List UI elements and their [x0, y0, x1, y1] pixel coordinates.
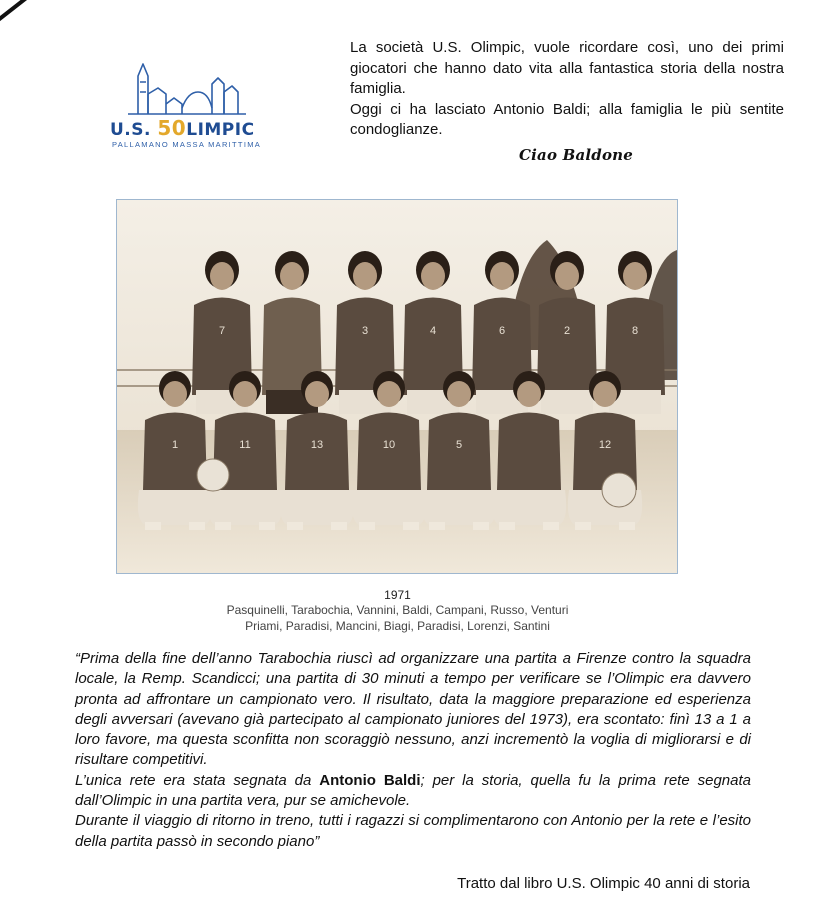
source-credit: Tratto dal libro U.S. Olimpic 40 anni di storia — [457, 875, 750, 892]
caption-names-kneeling: Priami, Paradisi, Mancini, Biagi, Paradisi, Lorenzi, Santini — [245, 619, 550, 633]
handball-icon — [602, 473, 636, 507]
caption-year: 1971 — [384, 588, 411, 602]
jersey-number: 4 — [429, 325, 437, 337]
jersey-number: 13 — [310, 439, 324, 451]
jersey-number: 3 — [361, 325, 369, 337]
intro-paragraph-2: Oggi ci ha lasciato Antonio Baldi; alla famiglia le più sentite condoglianze. — [350, 100, 784, 138]
jersey-number: 11 — [239, 439, 251, 451]
signature: Ciao Baldone — [519, 146, 634, 164]
jersey-number: 5 — [455, 439, 463, 451]
castle-skyline-icon — [108, 58, 266, 118]
jersey-number: 6 — [498, 325, 506, 337]
quote-paragraph-1: “Prima della fine dell’anno Tarabochia riuscì ad organizzare una partita a Firenze contro la squadra locale, la Remp. Scandicci; una partita di 30 minuti a tempo per verificare se l’Olimpic era davvero pronta ad affrontare un campionato vero. Il risultato, data la maggiore preparazione ed esperienza degli avversari (avevano già partecipato al campionato juniores del 1973), era scontato: finì 13 a 1 a loro favore, ma questa sconfitta non scoraggiò nessuno, anzi incrementò la voglia di migliorarsi e di risultare competitivi. — [75, 650, 751, 769]
logo-wordmark: U.S. 50LIMPIC — [110, 116, 255, 140]
team-photo-illustration — [117, 200, 677, 573]
jersey-number: 10 — [382, 439, 396, 451]
logo-subtitle: PALLAMANO MASSA MARITTIMA — [112, 140, 262, 149]
team-photo — [116, 199, 678, 574]
jersey-number: 8 — [631, 325, 639, 337]
handball-icon — [197, 459, 229, 491]
logo-number: 50 — [157, 116, 187, 140]
jersey-number: 12 — [598, 439, 612, 451]
jersey-number: 2 — [563, 325, 571, 337]
mourning-band — [0, 0, 121, 44]
jersey-number: 7 — [218, 325, 226, 337]
intro-text — [350, 38, 784, 141]
book-quote — [75, 649, 751, 852]
caption-names-standing: Pasquinelli, Tarabochia, Vannini, Baldi, Campani, Russo, Venturi — [226, 603, 569, 617]
quote-paragraph-3: Durante il viaggio di ritorno in treno, tutti i ragazzi si complimentarono con Antonio per la rete e l’esito della partita passò in secondo piano” — [75, 812, 751, 850]
quote-paragraph-2: L’unica rete era stata segnata da Antonio Baldi; per la storia, quella fu la prima rete segnata dall’Olimpic in una partita vera, pur se amichevole. — [75, 771, 751, 810]
club-logo — [108, 58, 266, 154]
jersey-number: 1 — [171, 439, 179, 451]
quote-highlight-name: Antonio Baldi — [319, 771, 421, 789]
intro-paragraph-1: La società U.S. Olimpic, vuole ricordare così, uno dei primi giocatori che hanno dato vita alla fantastica storia della nostra famiglia. — [350, 39, 784, 97]
